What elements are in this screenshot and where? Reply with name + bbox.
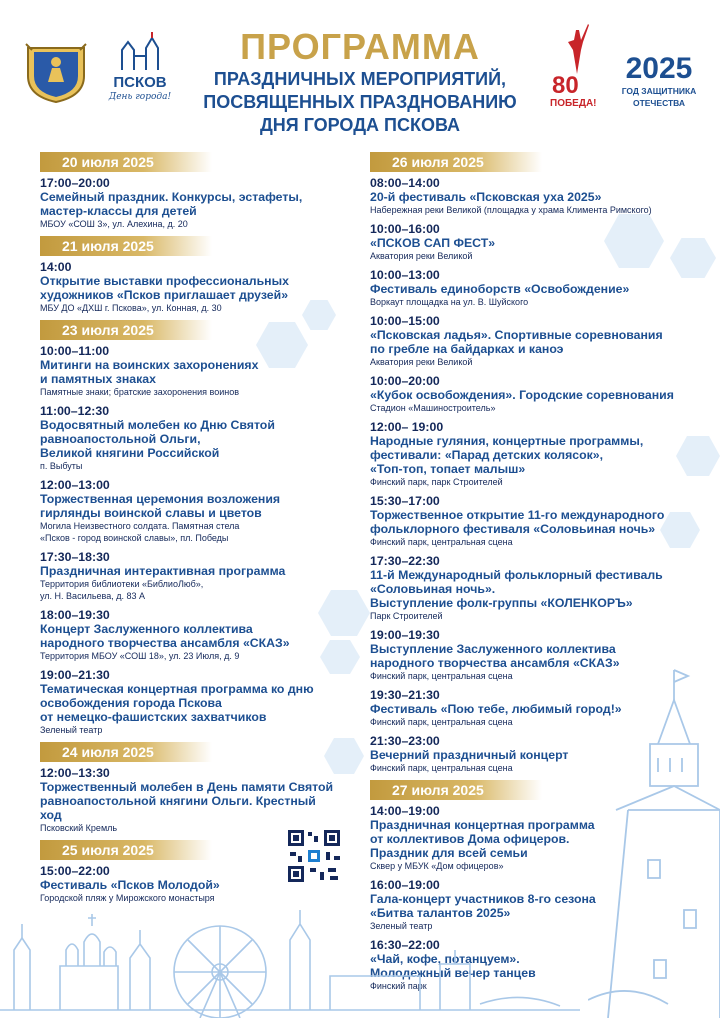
event-item bbox=[370, 420, 690, 488]
event-location-line: МБОУ «СОШ 3», ул. Алехина, д. 20 bbox=[40, 219, 188, 229]
event-time: 17:30–18:30 bbox=[40, 550, 110, 564]
event-item bbox=[370, 268, 690, 308]
event-time: 08:00–14:00 bbox=[370, 176, 440, 190]
event-location-line: Городской пляж у Мирожского монастыря bbox=[40, 893, 215, 903]
year-of-defender-logo bbox=[614, 54, 704, 108]
subtitle-line: ПОСВЯЩЕННЫХ ПРАЗДНОВАНИЮ bbox=[203, 92, 517, 112]
event-location-line: «Псков - город воинской славы», пл. Победы bbox=[40, 533, 229, 543]
event-time: 11:00–12:30 bbox=[40, 404, 110, 418]
event-location-line: Воркаут площадка на ул. В. Шуйского bbox=[370, 297, 529, 307]
date-banner: 23 июля 2025 bbox=[40, 320, 212, 340]
event-location-line: Финский парк, центральная сцена bbox=[370, 763, 513, 773]
event-time: 10:00–13:00 bbox=[370, 268, 440, 282]
subtitle-line: ДНЯ ГОРОДА ПСКОВА bbox=[259, 115, 461, 135]
date-banner: 27 июля 2025 bbox=[370, 780, 542, 800]
victory-80-text: ПОБЕДА! bbox=[550, 98, 597, 109]
event-title-line: фольклорного фестиваля «Соловьиная ночь» bbox=[370, 522, 656, 536]
event-time: 19:00–19:30 bbox=[370, 628, 440, 642]
event-location-line: Финский парк, центральная сцена bbox=[370, 537, 513, 547]
event-title-line: Выступление фолк-группы «КОЛЕНКОРЪ» bbox=[370, 596, 633, 610]
event-title-line: Тематическая концертная программа ко дню bbox=[40, 682, 314, 696]
event-item bbox=[40, 176, 340, 230]
day-section bbox=[40, 742, 340, 834]
event-item bbox=[40, 668, 340, 736]
event-location-line: Территория МБОУ «СОШ 18», ул. 23 Июля, д. 9 bbox=[40, 651, 240, 661]
event-title-line: Вечерний праздничный концерт bbox=[370, 748, 569, 762]
event-title-line: народного творчества ансамбля «СКАЗ» bbox=[40, 636, 290, 650]
subtitle-line: ПРАЗДНИЧНЫХ МЕРОПРИЯТИЙ, bbox=[213, 69, 507, 89]
event-time: 17:00–20:00 bbox=[40, 176, 110, 190]
event-title-line: и памятных знаках bbox=[40, 372, 156, 386]
year-number: 2025 bbox=[625, 52, 693, 85]
schedule-column-left bbox=[40, 150, 340, 910]
event-time: 16:00–19:00 bbox=[370, 878, 440, 892]
event-title-line: «ПСКОВ САП ФЕСТ» bbox=[370, 236, 496, 250]
event-title-line: «Соловьиная ночь». bbox=[370, 582, 496, 596]
date-banner: 25 июля 2025 bbox=[40, 840, 212, 860]
motherland-statue-icon bbox=[564, 20, 590, 74]
event-time: 10:00–16:00 bbox=[370, 222, 440, 236]
event-location-line: Финский парк, центральная сцена bbox=[370, 717, 513, 727]
event-time: 21:30–23:00 bbox=[370, 734, 440, 748]
event-title-line: Праздничная интерактивная программа bbox=[40, 564, 286, 578]
pskov-tower-illustration bbox=[588, 660, 720, 1018]
event-item bbox=[40, 478, 340, 544]
event-item bbox=[40, 608, 340, 662]
event-title-line: Фестиваль «Псков Молодой» bbox=[40, 878, 220, 892]
event-time: 10:00–11:00 bbox=[40, 344, 110, 358]
event-location-line: Псковский Кремль bbox=[40, 823, 118, 833]
event-title-line: равноапостольной Ольги, bbox=[40, 432, 201, 446]
qr-code-icon bbox=[286, 828, 342, 884]
event-title-line: Праздник для всей семьи bbox=[370, 846, 528, 860]
event-title-line: равноапостольной княгини Ольги. Крестный ход bbox=[40, 794, 316, 822]
day-section bbox=[40, 320, 340, 736]
event-title-line: Фестиваль «Пою тебе, любимый город!» bbox=[370, 702, 622, 716]
event-title-line: Великой княгини Российской bbox=[40, 446, 220, 460]
event-item bbox=[370, 314, 690, 368]
event-location-line: Зеленый театр bbox=[370, 921, 433, 931]
event-time: 15:30–17:00 bbox=[370, 494, 440, 508]
event-title-line: по гребле на байдарках и каноэ bbox=[370, 342, 564, 356]
event-time: 16:30–22:00 bbox=[370, 938, 440, 952]
event-item bbox=[40, 404, 340, 472]
event-title-line: 11-й Международный фольклорный фестиваль bbox=[370, 568, 663, 582]
event-time: 12:00–13:00 bbox=[40, 478, 110, 492]
pskov-logo-text: ПСКОВ bbox=[113, 74, 167, 91]
event-location-line: Могила Неизвестного солдата. Памятная стела bbox=[40, 521, 240, 531]
event-time: 10:00–20:00 bbox=[370, 374, 440, 388]
event-location-line: Территория библиотеки «БиблиоЛюб», bbox=[40, 579, 204, 589]
victory-80-logo bbox=[548, 20, 606, 112]
event-location-line: Парк Строителей bbox=[370, 611, 443, 621]
event-title-line: Водосвятный молебен ко Дню Святой bbox=[40, 418, 275, 432]
event-location-line: Финский парк, парк Строителей bbox=[370, 477, 503, 487]
event-location-line: Акватория реки Великой bbox=[370, 251, 473, 261]
event-time: 10:00–15:00 bbox=[370, 314, 440, 328]
event-item bbox=[40, 344, 340, 398]
event-title-line: «Чай, кофе, потанцуем». bbox=[370, 952, 520, 966]
header bbox=[0, 0, 720, 150]
event-item bbox=[40, 260, 340, 314]
event-title-line: Народные гуляния, концертные программы, bbox=[370, 434, 644, 448]
event-title-line: Торжественная церемония возложения bbox=[40, 492, 281, 506]
event-title-line: Фестиваль единоборств «Освобождение» bbox=[370, 282, 630, 296]
event-title-line: Открытие выставки профессиональных bbox=[40, 274, 289, 288]
event-title-line: от немецко-фашистских захватчиков bbox=[40, 710, 267, 724]
event-title-line: «Псковская ладья». Спортивные соревнования bbox=[370, 328, 663, 342]
victory-80-number: 80 bbox=[552, 72, 579, 99]
date-banner: 24 июля 2025 bbox=[40, 742, 212, 762]
event-location-line: Финский парк, центральная сцена bbox=[370, 671, 513, 681]
event-location-line: ул. Н. Васильева, д. 83 А bbox=[40, 591, 145, 601]
event-title-line: Молодежный вечер танцев bbox=[370, 966, 536, 980]
event-title-line: гирлянды воинской славы и цветов bbox=[40, 506, 262, 520]
event-location-line: Памятные знаки; братские захоронения воинов bbox=[40, 387, 239, 397]
event-title-line: Выступление Заслуженного коллектива bbox=[370, 642, 616, 656]
event-title-line: Митинги на воинских захоронениях bbox=[40, 358, 259, 372]
date-banner: 20 июля 2025 bbox=[40, 152, 212, 172]
event-time: 19:00–21:30 bbox=[40, 668, 110, 682]
event-title-line: «Кубок освобождения». Городские соревнования bbox=[370, 388, 674, 402]
pskov-logo-subtext: День города! bbox=[108, 92, 172, 102]
event-title-line: художников «Псков приглашает друзей» bbox=[40, 288, 289, 302]
event-location-line: Акватория реки Великой bbox=[370, 357, 473, 367]
event-title-line: Торжественный молебен в День памяти Святой bbox=[40, 780, 334, 794]
event-title-line: Концерт Заслуженного коллектива bbox=[40, 622, 253, 636]
event-location-line: Стадион «Машиностроитель» bbox=[370, 403, 496, 413]
event-item bbox=[370, 222, 690, 262]
event-time: 15:00–22:00 bbox=[40, 864, 110, 878]
event-time: 17:30–22:30 bbox=[370, 554, 440, 568]
event-item bbox=[370, 494, 690, 548]
event-location-line: Сквер у МБУК «Дом офицеров» bbox=[370, 861, 504, 871]
event-title-line: 20-й фестиваль «Псковская уха 2025» bbox=[370, 190, 602, 204]
event-title-line: Гала-концерт участников 8-го сезона bbox=[370, 892, 596, 906]
event-item bbox=[40, 550, 340, 602]
page-title: ПРОГРАММА bbox=[240, 26, 480, 67]
day-section bbox=[40, 236, 340, 314]
event-title-line: Семейный праздник. Конкурсы, эстафеты, bbox=[40, 190, 303, 204]
event-title-line: «Топ-топ, топает малыш» bbox=[370, 462, 526, 476]
event-title-line: народного творчества ансамбля «СКАЗ» bbox=[370, 656, 620, 670]
event-location-line: Зеленый театр bbox=[40, 725, 103, 735]
event-time: 12:00– 19:00 bbox=[370, 420, 444, 434]
event-time: 14:00 bbox=[40, 260, 72, 274]
event-item bbox=[370, 374, 690, 414]
event-title-line: фестивали: «Парад детских колясок», bbox=[370, 448, 603, 462]
event-time: 19:30–21:30 bbox=[370, 688, 440, 702]
event-title-line: освобождения города Пскова bbox=[40, 696, 222, 710]
date-banner: 21 июля 2025 bbox=[40, 236, 212, 256]
event-title-line: от коллективов Дома офицеров. bbox=[370, 832, 570, 846]
event-time: 12:00–13:30 bbox=[40, 766, 110, 780]
event-location-line: Набережная реки Великой (площадка у храма Климента Римского) bbox=[370, 205, 652, 215]
event-title-line: Торжественное открытие 11-го международного bbox=[370, 508, 665, 522]
event-title-line: Праздничная концертная программа bbox=[370, 818, 595, 832]
event-item bbox=[370, 176, 690, 216]
event-item bbox=[370, 554, 690, 622]
date-banner: 26 июля 2025 bbox=[370, 152, 542, 172]
year-caption-line: ГОД ЗАЩИТНИКА bbox=[621, 86, 697, 96]
page-subtitle bbox=[175, 68, 545, 137]
event-location-line: МБУ ДО «ДХШ г. Пскова», ул. Конная, д. 30 bbox=[40, 303, 222, 313]
event-title-line: «Битва талантов 2025» bbox=[370, 906, 511, 920]
event-item bbox=[40, 766, 340, 834]
event-title-line: мастер-классы для детей bbox=[40, 204, 197, 218]
event-location-line: п. Выбуты bbox=[40, 461, 83, 471]
event-time: 14:00–19:00 bbox=[370, 804, 440, 818]
day-section bbox=[40, 152, 340, 230]
event-time: 18:00–19:30 bbox=[40, 608, 110, 622]
event-location-line: Финский парк bbox=[370, 981, 427, 991]
year-caption-line: ОТЕЧЕСТВА bbox=[632, 98, 686, 108]
